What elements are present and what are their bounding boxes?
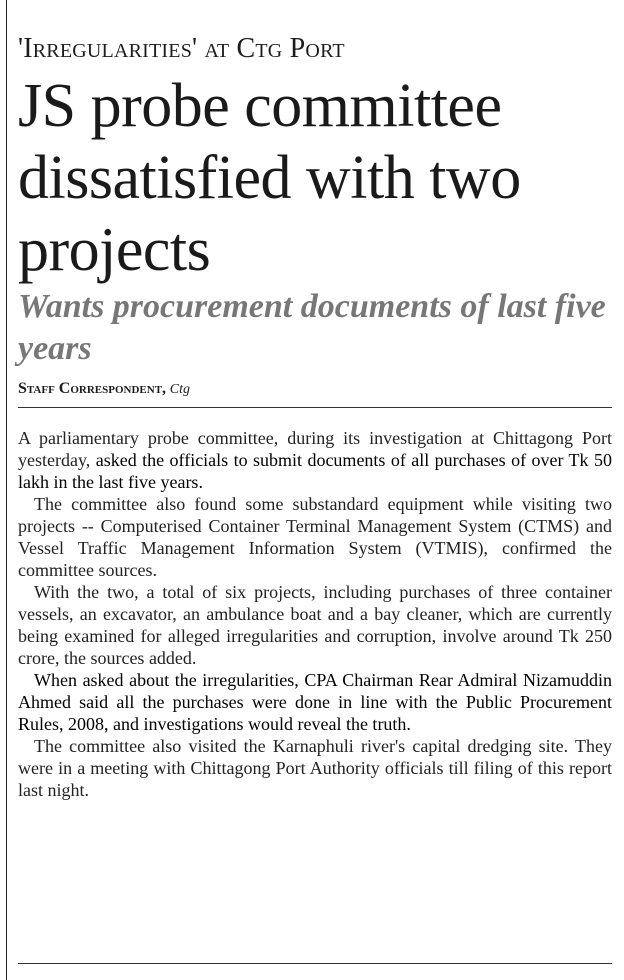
paragraph-5: The committee also visited the Karnaphuli river's capital dredging site. They were in a meeting with Chittagong Port Authority officials till filing of this report last night. — [18, 736, 612, 800]
paragraph-4: When asked about the irregularities, CPA Chairman Rear Admiral Nizamuddin Ahmed said all the purchases were done in line with the Public Procurement Rules, 2008, and investigations would reveal the truth. — [18, 670, 612, 734]
headline: JS probe committee dissatisfied with two projects — [18, 72, 521, 284]
column-rule-left — [6, 0, 7, 980]
paragraph-2: The committee also found some substandard equipment while visiting two projects -- Computerised Container Terminal Management System (CTMS) and Vessel Traffic Management Information System (VTMIS), confirmed the committee sources. — [18, 494, 612, 580]
byline-location: Ctg — [169, 382, 191, 397]
article-body — [18, 427, 612, 801]
paragraph-1-highlight: asked the officials to submit documents of all purchases of over Tk 50 lakh in the last five years. — [18, 450, 612, 492]
byline-author: Staff Correspondent, — [18, 380, 167, 397]
paragraph-1-lead: A parliamentary probe committee, during its investigation at Chittagong Port yesterday, — [18, 428, 612, 470]
subheadline: Wants procurement documents of last five years — [18, 288, 606, 367]
bottom-divider — [18, 963, 612, 964]
kicker: 'Irregularities' at Ctg Port — [18, 33, 345, 64]
paragraph-3: With the two, a total of six projects, including purchases of three container vessels, an excavator, an ambulance boat and a bay cleaner, which are currently being examined for alleged irregularities and corruption, involve around Tk 250 crore, the sources added. — [18, 582, 612, 668]
byline — [18, 380, 612, 399]
paragraph-1 — [18, 427, 612, 493]
news-article — [18, 0, 612, 801]
byline-divider — [18, 407, 612, 408]
